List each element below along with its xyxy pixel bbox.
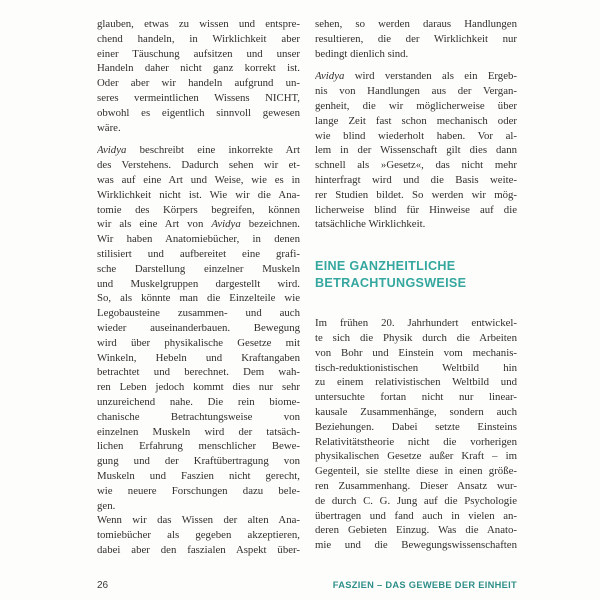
text-line: wäre. [97,121,121,134]
text-line: chend handeln, in Wirklichkeit aber [97,32,300,45]
paragraph [97,143,300,513]
text-line: unzureichend nahe. Die rein biome- [97,395,300,408]
text-line: genheit, die wir möglicherweise über [315,99,517,112]
text-line: Wirklichkeit nicht ist. Wie wir die Ana- [97,188,300,201]
right-column [315,17,517,553]
text-line: Oder aber wir handeln aufgrund un- [97,77,300,90]
text-line: dabei aber den faszialen Aspekt über- [97,543,300,556]
text-line: wird über physikalische Gesetze mit [97,336,300,349]
text-line: hinterfragt wird und die Basis weite- [315,173,517,186]
text-line: was auf eine Art und Weise, wie es in [97,173,300,186]
text-line: wir als eine Art von Avidya bezeichnen. [97,218,300,231]
text-line: seres vermeintlichen Wissens NICHT, [97,91,300,104]
page-footer [97,580,517,591]
text-line: kausale Zusammenhänge, sondern auch [315,405,517,418]
paragraph [315,316,517,553]
text-line: einer Täuschung aufsitzen und unser [97,47,300,60]
text-line: Avidya wird verstanden als ein Ergeb- [315,70,517,83]
text-line: te sich die Physik durch die Arbeiten [315,331,517,344]
text-line: deren Gebieten Einzug. Was die Anato- [315,524,517,537]
text-line: Avidya beschreibt eine inkorrekte Art [97,144,300,157]
text-line: Muskeln und Faszien nicht gerecht, [97,469,300,482]
text-line: Handeln daher nicht ganz korrekt ist. [97,62,300,75]
text-line: physikalischen Gesetze außer Kraft – im [315,450,517,463]
text-line: So, als könnte man die Einzelteile wie [97,292,300,305]
text-line: obwohl es eigentlich sinnvoll gewesen [97,106,300,119]
text-line: Gegenteil, sie stellte diese in einen größe- [315,465,517,478]
text-line: nis von Handlungen aus der Vergan- [315,85,517,98]
text-line: wieder auseinanderbauen. Bewegung [97,321,300,334]
text-line: de durch C. G. Jung auf die Psychologie [315,494,517,507]
text-line: Relativitätstheorie nicht die vorherigen [315,435,517,448]
text-line: gen. [97,499,116,512]
text-line: wie neuere Forschungen dazu bele- [97,484,300,497]
text-line: zu einem relativistischen Weltbild und [315,376,517,389]
text-line: wie blind wiederholt haben. Vor al- [315,129,517,142]
heading-line: BETRACHTUNGSWEISE [315,275,467,290]
text-line: sche Darstellung einzelner Muskeln [97,262,300,275]
heading-line: EINE GANZHEITLICHE [315,259,456,274]
text-line: ren Zusammenhang. Dieser Ansatz wur- [315,479,517,492]
text-line: lichen Erfahrung menschlicher Bewe- [97,440,300,453]
paragraph [315,17,517,61]
text-line: untersuchte fortan nicht nur linear- [315,391,517,404]
text-line: tomiebücher als gegeben akzeptieren, [97,529,300,542]
left-column [97,17,300,558]
text-line: übertragen und fand auch in vielen an- [315,509,517,522]
text-line: tomie des Körpers begreifen, können [97,203,300,216]
paragraph [97,17,300,135]
text-line: gung und der Kraftübertragung von [97,455,300,468]
text-line: chanische Betrachtungsweise von [97,410,300,423]
text-line: betrachtet und berechnet. Dem wah- [97,366,300,379]
paragraph [315,69,517,232]
text-line: tatsächliche Wirklichkeit. [315,218,426,231]
text-line: licherweise blind für Hinweise auf die [315,203,517,216]
text-line: Legobausteine zusammen- und auch [97,307,300,320]
text-line: mie und die Bewegungswissenschaften [315,539,517,552]
text-line: Beziehungen. Dabei setzte Einsteins [315,420,517,433]
text-line: Wenn wir das Wissen der alten Ana- [97,514,300,527]
text-line: sehen, so werden daraus Handlungen [315,18,517,30]
text-line: des Verstehens. Dadurch sehen wir et- [97,159,300,172]
section-heading [315,258,517,291]
paragraph [97,513,300,557]
text-line: schnell als »Gesetz«, das nicht mehr [315,159,517,172]
text-line: Wir haben Anatomiebücher, in denen [97,233,300,246]
text-line: glauben, etwas zu wissen und entspre- [97,18,300,30]
page-number: 26 [97,580,109,591]
text-line: ren Leben jedoch kommt dies nur sehr [97,381,300,394]
text-line: einzelnen Muskeln wird der tatsäch- [97,425,300,438]
text-line: Im frühen 20. Jahrhundert entwickel- [315,317,517,330]
text-line: stilisiert und aufbereitet eine grafi- [97,247,300,260]
text-line: resultieren, die der Wirklichkeit nur [315,32,517,45]
text-line: tisch-reduktionistischen Weltbild hin [315,361,517,374]
text-line: rer Studien bildet. So werden wir mög- [315,188,517,201]
text-line: lange Zeit fast schon mechanisch oder [315,114,517,127]
text-line: Winkeln, Hebeln und Kraftangaben [97,351,300,364]
text-line: bedingt dienlich sind. [315,47,409,60]
running-footer-title: FASZIEN – DAS GEWEBE DER EINHEIT [332,580,517,590]
text-line: von Bohr und Einstein vom mechanis- [315,346,517,359]
text-line: lem in der Wissenschaft gilt dies dann [315,144,517,157]
text-line: und Muskelgruppen dargestellt wird. [97,277,300,290]
